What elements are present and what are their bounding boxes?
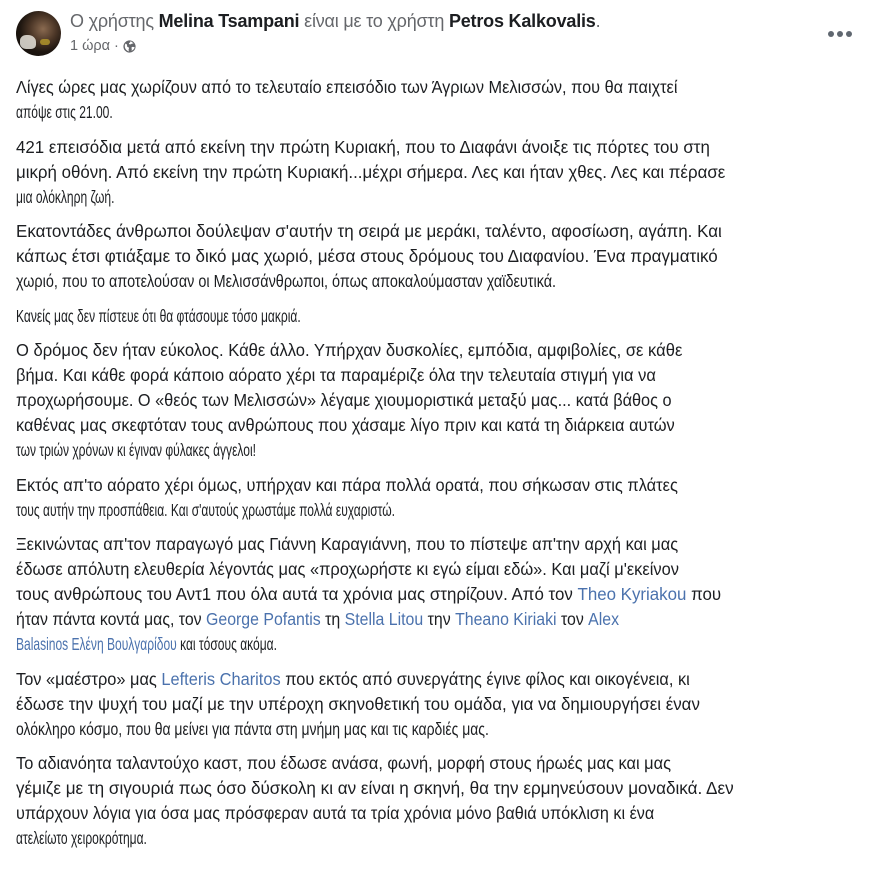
post-meta — [70, 38, 136, 54]
text-run: τη — [320, 609, 345, 629]
text-run: ολόκληρο κόσμο, που θα μείνει για πάντα στη μνήμη μας και τις καρδιές μας. — [16, 718, 489, 739]
text-run: Ξεκινώντας απ'τον παραγωγό μας Γιάννη Καραγιάννη, που το πίστεψε απ'την αρχή και μας — [16, 534, 679, 554]
text-line — [16, 776, 861, 801]
text-run: των τριών χρόνων κι έγιναν φύλακες άγγελοι! — [16, 440, 256, 460]
text-run: χωριό, που το αποτελούσαν οι Μελισσάνθρωποι, όπως αποκαλούμασταν χαϊδευτικά. — [16, 271, 557, 291]
text-run: απόψε στις 21.00. — [16, 102, 113, 122]
text-run: Ο δρόμος δεν ήταν εύκολος. Κάθε άλλο. Υπήρχαν δυσκολίες, εμπόδια, αμφιβολίες, σε κάθε — [16, 340, 683, 360]
post-paragraph — [16, 473, 866, 523]
text-line — [16, 244, 856, 269]
mention-link[interactable]: George Pofantis — [206, 609, 321, 629]
text-line — [16, 413, 826, 438]
text-line — [16, 582, 851, 607]
text-line — [16, 692, 851, 717]
post-text — [16, 75, 866, 861]
dot — [846, 31, 852, 37]
text-run: προχωρήσουμε. Ο «θεός των Μελισσών» λέγαμε χιουμοριστικά μεταξύ μας... κατά βάθος ο — [16, 390, 672, 410]
text-run: Εκατοντάδες άνθρωποι δούλεψαν σ'αυτήν τη σειρά με μεράκι, ταλέντο, αφοσίωση, αγάπη. Και — [16, 221, 722, 241]
meta-separator: · — [114, 38, 119, 54]
post-paragraph — [16, 135, 866, 210]
avatar[interactable] — [16, 11, 61, 56]
text-run: και τόσους ακόμα. — [176, 634, 277, 654]
text-line — [16, 717, 706, 742]
text-run: 421 επεισόδια μετά από εκείνη την πρώτη Κυριακή, που το Διαφάνι άνοιξε τις πόρτες του στη — [16, 136, 710, 157]
text-run: καθένας μας σκεφτόταν τους ανθρώπους που χάσαμε λίγο πριν και κατά τη διάρκεια αυτών — [16, 415, 675, 435]
text-line — [16, 751, 826, 776]
text-run: την — [423, 609, 456, 629]
text-run: βήμα. Και κάθε φορά κάποιο αόρατο χέρι τα παραμέριζε όλα την τελευταία στιγμή για να — [16, 365, 656, 385]
text-line — [16, 632, 611, 657]
text-line — [16, 75, 821, 100]
text-run: τους ανθρώπους του Αντ1 που όλα αυτά τα χρόνια μας στηρίζουν. Από τον — [16, 584, 578, 604]
text-line — [16, 185, 611, 210]
text-line — [16, 304, 611, 329]
text-line — [16, 667, 826, 692]
text-run: Το αδιανόητα ταλαντούχο καστ, που έδωσε ανάσα, φωνή, μορφή στους ήρωές μας και μας — [16, 753, 671, 773]
text-line — [16, 219, 856, 244]
text-line — [16, 100, 611, 125]
text-run: γέμιζε με τη σιγουριά πως όσο δύσκολη κι αν είναι η σκηνή, θα την ερμηνεύσουν μοναδικά. Δεν — [16, 778, 734, 798]
more-options-icon[interactable] — [826, 26, 854, 42]
text-line — [16, 338, 836, 363]
author-prefix: Ο χρήστης — [70, 11, 159, 31]
tagged-user-link[interactable]: Petros Kalkovalis — [448, 11, 596, 31]
text-line — [16, 160, 851, 185]
text-line — [16, 826, 611, 851]
mention-link[interactable]: Lefteris Charitos — [161, 668, 281, 689]
text-run: μικρή οθόνη. Από εκείνη την πρώτη Κυριακή...μέχρι σήμερα. Λες και ήταν χθες. Λες και πέρασε — [16, 161, 726, 182]
post-paragraph — [16, 219, 866, 294]
post-paragraph — [16, 751, 866, 851]
post-header — [0, 0, 880, 64]
post-paragraph — [16, 338, 866, 463]
post-byline — [70, 11, 600, 32]
text-line — [16, 607, 801, 632]
text-line — [16, 388, 821, 413]
mention-link[interactable]: Theano Kiriaki — [455, 609, 557, 629]
text-line — [16, 363, 831, 388]
text-run: που — [686, 584, 722, 604]
globe-icon[interactable] — [123, 40, 136, 53]
mention-link[interactable]: Ελένη Βουλγαρίδου — [71, 634, 177, 654]
text-run: κάπως έτσι φτιάξαμε το δικό μας χωριό, μέσα στους δρόμους του Διαφανίου. Ένα πραγματικό — [16, 246, 718, 266]
text-run: τον — [556, 609, 589, 629]
text-run: Τον «μαέστρο» μας — [16, 668, 162, 689]
text-run: τους αυτήν την προσπάθεια. Και σ'αυτούς χρωστάμε πολλά ευχαριστώ. — [16, 499, 395, 520]
text-line — [16, 135, 851, 160]
post-paragraph — [16, 75, 866, 125]
text-run: Λίγες ώρες μας χωρίζουν από το τελευταίο επεισόδιο των Άγριων Μελισσών, που θα παιχτεί — [16, 77, 678, 97]
byline-end: . — [595, 11, 601, 31]
text-run: ήταν πάντα κοντά μας, τον — [16, 609, 207, 629]
text-run: που εκτός από συνεργάτης έγινε φίλος και οικογένεια, κι — [280, 668, 690, 689]
post-paragraph — [16, 667, 866, 742]
text-line — [16, 438, 611, 463]
post-paragraph — [16, 304, 866, 329]
mention-link[interactable]: Balasinos — [16, 634, 69, 654]
dot — [828, 31, 834, 37]
text-run: Κανείς μας δεν πίστευε ότι θα φτάσουμε τόσο μακριά. — [16, 305, 301, 326]
text-line — [16, 557, 828, 582]
post-paragraph — [16, 532, 866, 657]
text-run: ατελείωτο χειροκρότημα. — [16, 828, 147, 848]
text-line — [16, 473, 828, 498]
author-name-link[interactable]: Melina Tsampani — [158, 11, 300, 31]
text-line — [16, 532, 828, 557]
dot — [837, 31, 843, 37]
mention-link[interactable]: Theo Kyriakou — [577, 584, 687, 604]
text-run: έδωσε την ψυχή του μαζί με την υπέροχη σκηνοθετική του ομάδα, για να δημιουργήσει έναν — [16, 693, 700, 714]
text-run: Εκτός απ'το αόρατο χέρι όμως, υπήρχαν και πάρα πολλά ορατά, που σήκωσαν στις πλάτες — [16, 474, 678, 495]
mention-link[interactable]: Stella Litou — [344, 609, 424, 629]
post-timestamp[interactable]: 1 ώρα — [70, 38, 111, 54]
text-line — [16, 269, 729, 294]
text-run: έδωσε απόλυτη ελευθερία λέγοντάς μας «προχωρήστε κι εγώ είμαι εδώ». Και μαζί μ'εκείνον — [16, 559, 679, 579]
text-run: υπάρχουν λόγια για όσα μας πρόσφεραν αυτά τα τρία χρόνια μόνο βαθιά υπόκλιση κι ένα — [16, 803, 655, 823]
mention-link[interactable]: Alex — [588, 609, 620, 629]
text-line — [16, 801, 816, 826]
text-run: μια ολόκληρη ζωή. — [16, 186, 115, 207]
text-line — [16, 498, 611, 523]
with-text: είναι με το χρήστη — [299, 11, 449, 31]
